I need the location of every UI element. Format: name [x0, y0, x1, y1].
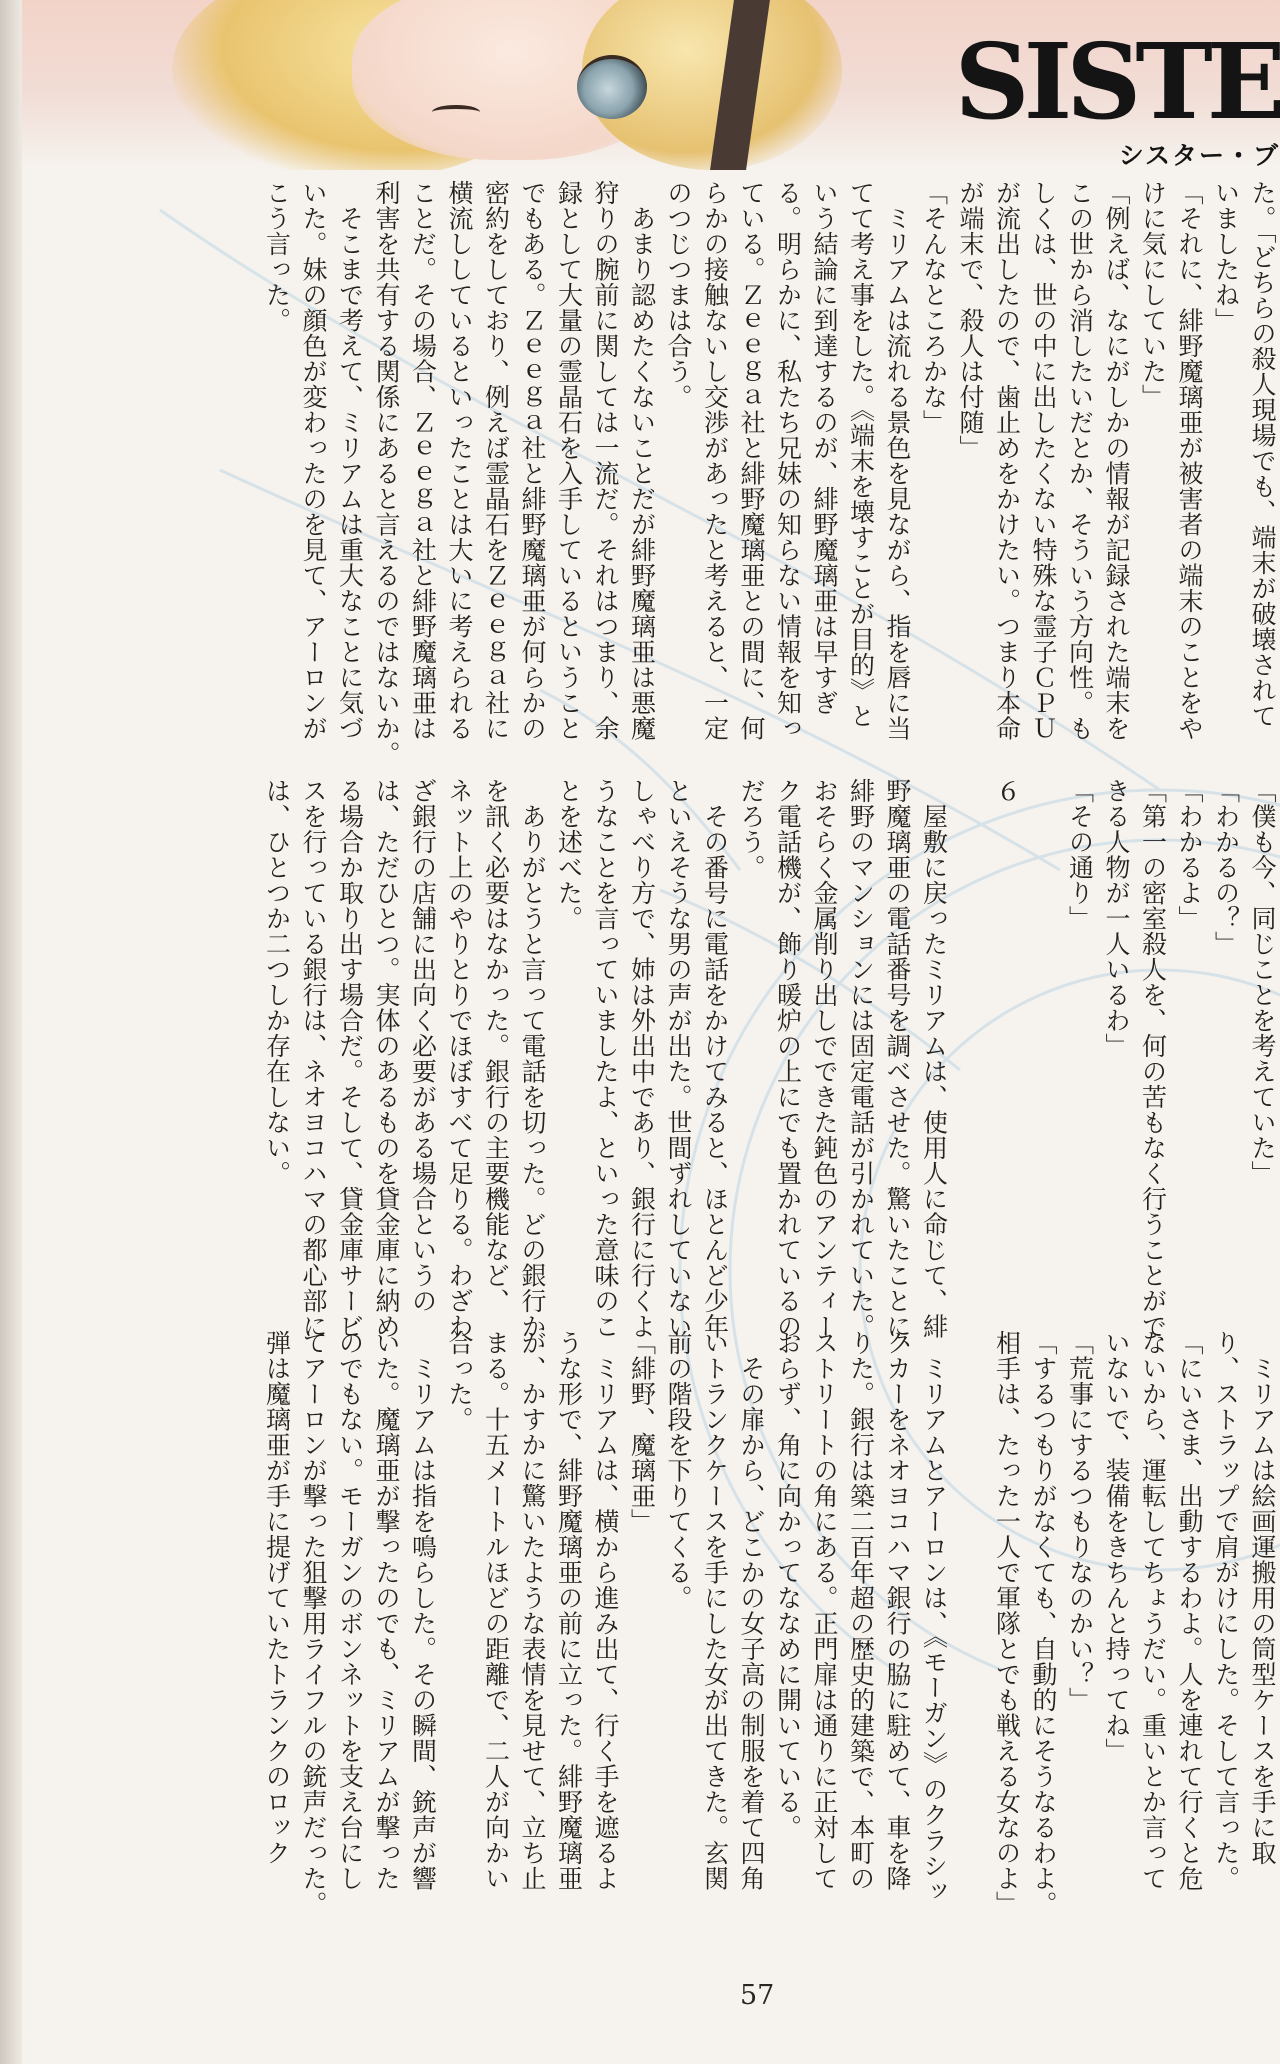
body-text-top-section: た。「どちらの殺人現場でも、端末が破壊されて いましたね」 「それに、緋野魔璃亜が被害者の端末のことをや けに気にしていた」 「例えば、なにがしかの情報が記録された端末を この世から消したいだとか、そういう方向性。も しくは、世の中に出したくない特殊な霊子ＣＰＵ が流出したので、歯止めをかけたい。つまり本命 が端末で、殺人は付随」 「そんなところかな」 ミリアムは流れる景色を見ながら、指を唇に当 てて考え事をした。《端末を壊すことが目的》と いう結論に到達するのが、緋野魔璃亜は早すぎ る。明らかに、私たち兄妹の知らない情報を知っ ている。Ｚｅｅｇａ社と緋野魔璃亜との間に、何 らかの接触ないし交渉があったと考えると、一定 のつじつまは合う。 あまり認めたくないことだが緋野魔璃亜は悪魔 狩りの腕前に関しては一流だ。それはつまり、余 録として大量の霊晶石を入手しているということ でもある。Ｚｅｅｇａ社と緋野魔璃亜が何らかの 密約をしており、例えば霊晶石をＺｅｅｇａ社に 横流ししているといったことは大いに考えられる ことだ。その場合、Ｚｅｅｇａ社と緋野魔璃亜は 利害を共有する関係にあると言えるのではないか。 そこまで考えて、ミリアムは重大なことに気づ いた。妹の顔色が変わったのを見て、アーロンが こう言った。 — [262, 180, 1277, 767]
book-title: SISTE — [954, 20, 1280, 143]
illustration-open-eye — [577, 55, 647, 119]
book-subtitle: シスター・ブ — [1118, 141, 1280, 170]
page-binding-edge — [0, 0, 22, 2064]
body-text-middle-section: 「僕も今、同じことを考えていた」 「わかるの？」 「わかるよ」 「第一の密室殺人を、何の苦もなく行うことがで きる人物が一人いるわ」 「その通り」 ６ 屋敷に戻ったミリアムは、使用人に命じて、緋 野魔璃亜の電話番号を調べさせた。驚いたことに、 緋野のマンションには固定電話が引かれていた。 おそらく金属削り出しでできた鈍色のアンティー ク電話機が、飾り暖炉の上にでも置かれているの だろう。 その番号に電話をかけてみると、ほとんど少年 といえそうな男の声が出た。世間ずれしていない しゃべり方で、姉は外出中であり、銀行に行くよ うなことを言っていましたよ、といった意味のこ とを述べた。 ありがとうと言って電話を切った。どの銀行か を訊く必要はなかった。銀行の主要機能など、 ネット上のやりとりでほぼすべて足りる。わざわ ざ銀行の店舗に出向く必要がある場合というの は、ただひとつ。実体のあるものを貸金庫に納め る場合か取り出す場合だ。そして、貸金庫サービ スを行っている銀行は、ネオヨコハマの都心部に は、ひとつか二つしか存在しない。 — [262, 778, 1277, 1365]
illustration-closed-eye — [432, 105, 480, 119]
page-number: 57 — [740, 1980, 775, 2011]
body-text-bottom-section: ミリアムは絵画運搬用の筒型ケースを手に取 り、ストラップで肩がけにした。そして言った。 「にいさま、出動するわよ。人を連れて行くと危 ないから、運転してちょうだい。重いとか言って いないで、装備をきちんと持ってね」 「荒事にするつもりなのかい？」 「するつもりがなくても、自動的にそうなるわよ。 相手は、たった一人で軍隊とでも戦える女なのよ」 ミリアムとアーロンは、《モーガン》のクラシッ クカーをネオヨコハマ銀行の脇に駐めて、車を降 りた。銀行は築二百年超の歴史的建築で、本町の ストリートの角にある。正門扉は通りに正対して おらず、角に向かってななめに開いている。 その扉から、どこかの女子高の制服を着て四角 いトランクケースを手にした女が出てきた。玄関 前の階段を下りてくる。 「緋野、魔璃亜」 ミリアムは、横から進み出て、行く手を遮るよ うな形で、緋野魔璃亜の前に立った。緋野魔璃亜 が、かすかに驚いたような表情を見せて、立ち止 まる。十五メートルほどの距離で、二人が向かい 合った。 ミリアムは指を鳴らした。その瞬間、銃声が響 いた。魔璃亜が撃ったのでも、ミリアムが撃った のでもない。モーガンのボンネットを支え台にし てアーロンが撃った狙撃用ライフルの銃声だった。 弾は魔璃亜が手に提げていたトランクのロック — [262, 1330, 1277, 1917]
